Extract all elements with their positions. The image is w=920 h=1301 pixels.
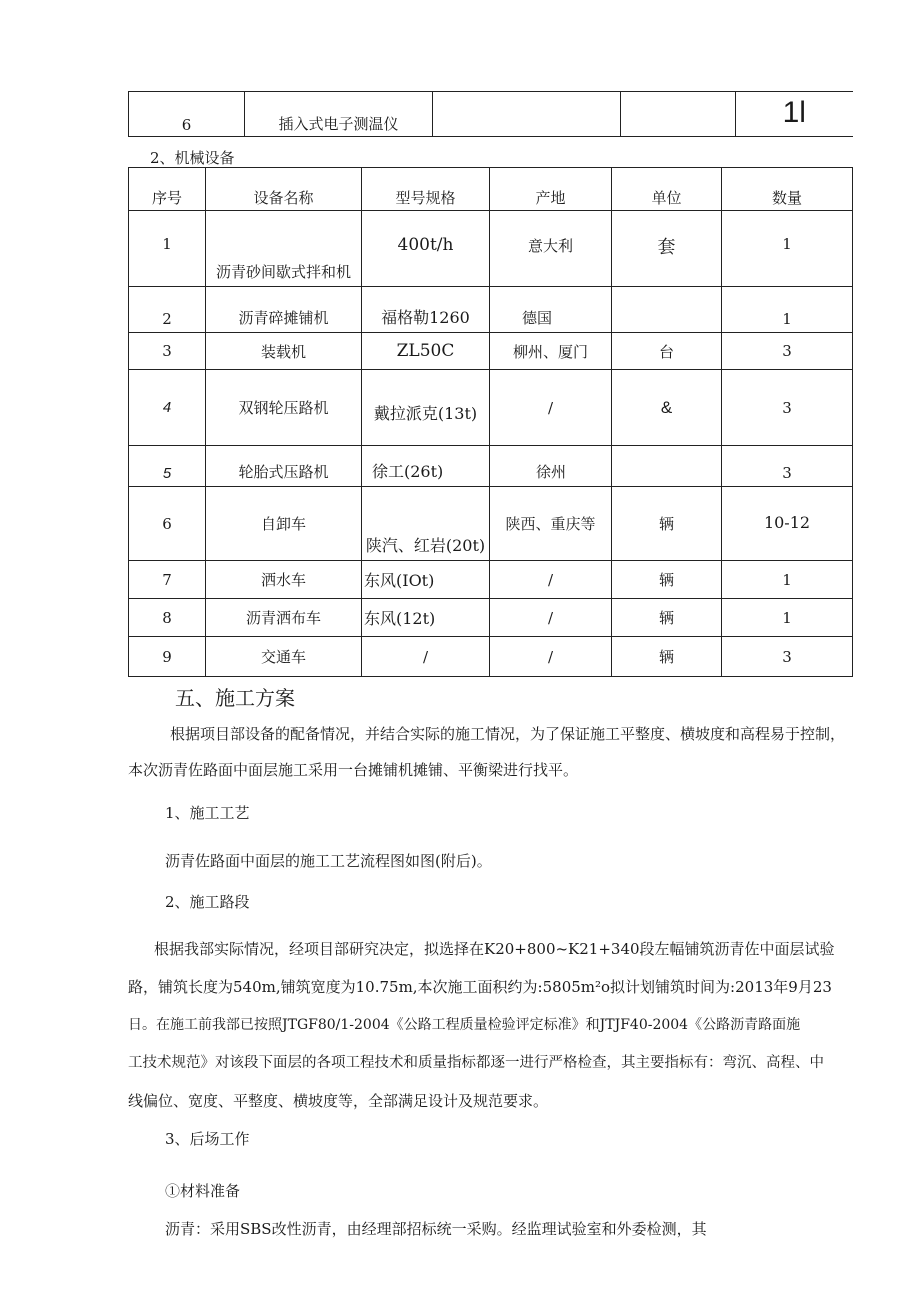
header-unit: 单位 bbox=[612, 168, 722, 211]
cell-unit: 辆 bbox=[612, 561, 722, 599]
cell-name: 洒水车 bbox=[206, 561, 362, 599]
cell-no: 4 bbox=[129, 370, 206, 446]
cell-name: 沥青碎摊铺机 bbox=[206, 287, 362, 333]
intro-line: 本次沥青佐路面中面层施工采用一台摊铺机摊铺、平衡梁进行找平。 bbox=[128, 761, 579, 779]
intro-line: 根据项目部设备的配备情况，并结合实际的施工情况，为了保证施工平整度、横坡度和高程易于控制， bbox=[170, 725, 846, 743]
table-row bbox=[129, 287, 853, 333]
cell-name: 自卸车 bbox=[206, 487, 362, 561]
cell-model: ZL50C bbox=[362, 333, 490, 370]
table-row bbox=[129, 211, 853, 287]
sub1-text: 沥青佐路面中面层的施工工艺流程图如图(附后)。 bbox=[165, 852, 492, 870]
sub2-line: 日。在施工前我部已按照JTGF80/1-2004《公路工程质量检验评定标准》和JTJF40-2004《公路沥青路面施 bbox=[128, 1017, 801, 1033]
equipment-table bbox=[128, 167, 853, 677]
top-table bbox=[128, 91, 853, 137]
cell-origin: / bbox=[490, 599, 612, 637]
intro-paragraph bbox=[128, 716, 858, 788]
top-cell-no: 6 bbox=[129, 92, 245, 137]
sub2-title: 2、施工路段 bbox=[165, 893, 250, 911]
table-row bbox=[129, 487, 853, 561]
top-cell-origin bbox=[621, 92, 736, 137]
cell-name: 沥青砂间歇式拌和机 bbox=[206, 211, 362, 287]
cell-model: 东风(IOt) bbox=[362, 561, 490, 599]
cell-no: 1 bbox=[129, 211, 206, 287]
cell-origin: 徐州 bbox=[490, 446, 612, 487]
cell-qty: 3 bbox=[722, 333, 853, 370]
table-row bbox=[129, 561, 853, 599]
cell-model: 徐工(26t) bbox=[362, 446, 490, 487]
cell-qty: 1 bbox=[722, 561, 853, 599]
cell-unit: & bbox=[612, 370, 722, 446]
cell-origin: 陕西、重庆等 bbox=[490, 487, 612, 561]
cell-unit: 辆 bbox=[612, 637, 722, 677]
cell-no: 2 bbox=[129, 287, 206, 333]
cell-unit: 辆 bbox=[612, 487, 722, 561]
cell-name: 交通车 bbox=[206, 637, 362, 677]
cell-qty: 3 bbox=[722, 446, 853, 487]
top-cell-name: 插入式电子测温仪 bbox=[245, 92, 433, 137]
top-cell-model bbox=[433, 92, 621, 137]
cell-no: 9 bbox=[129, 637, 206, 677]
cell-name: 沥青洒布车 bbox=[206, 599, 362, 637]
top-cell-qty: 1l bbox=[736, 92, 853, 137]
cell-no: 8 bbox=[129, 599, 206, 637]
header-qty: 数量 bbox=[722, 168, 853, 211]
cell-qty: 3 bbox=[722, 637, 853, 677]
cell-model: 400t/h bbox=[362, 211, 490, 287]
header-model: 型号规格 bbox=[362, 168, 490, 211]
cell-no: 6 bbox=[129, 487, 206, 561]
cell-origin: 意大利 bbox=[490, 211, 612, 287]
cell-no: 7 bbox=[129, 561, 206, 599]
table-header-row bbox=[129, 168, 853, 211]
cell-name: 双钢轮压路机 bbox=[206, 370, 362, 446]
cell-unit: 台 bbox=[612, 333, 722, 370]
header-no: 序号 bbox=[129, 168, 206, 211]
table-row bbox=[129, 637, 853, 677]
cell-qty: 1 bbox=[722, 211, 853, 287]
header-name: 设备名称 bbox=[206, 168, 362, 211]
cell-name: 轮胎式压路机 bbox=[206, 446, 362, 487]
cell-no: 5 bbox=[129, 446, 206, 487]
sub2-line: 路，铺筑长度为540m,铺筑宽度为10.75m,本次施工面积约为:5805m²o拟计划铺筑时间为:2013年9月23 bbox=[128, 978, 832, 996]
top-table-row bbox=[129, 92, 853, 137]
cell-qty: 3 bbox=[722, 370, 853, 446]
table-row bbox=[129, 446, 853, 487]
cell-origin: / bbox=[490, 637, 612, 677]
sub2-line: 工技术规范》对该段下面层的各项工程技术和质量指标都逐一进行严格检查，其主要指标有：弯沉、高程、中 bbox=[128, 1055, 824, 1071]
cell-qty: 1 bbox=[722, 287, 853, 333]
cell-unit: 套 bbox=[612, 211, 722, 287]
cell-origin: 德国 bbox=[490, 287, 612, 333]
section5-title: 五、施工方案 bbox=[175, 686, 295, 710]
cell-model: 福格勒1260 bbox=[362, 287, 490, 333]
cell-unit: 辆 bbox=[612, 599, 722, 637]
cell-name: 装载机 bbox=[206, 333, 362, 370]
sub3-item: ①材料准备 bbox=[165, 1182, 241, 1200]
asphalt-text: 沥青：采用SBS改性沥青，由经理部招标统一采购。经监理试验室和外委检测，其 bbox=[165, 1220, 707, 1238]
sub2-line: 根据我部实际情况，经项目部研究决定，拟选择在K20+800~K21+340段左幅铺筑沥青佐中面层试验 bbox=[154, 940, 835, 958]
cell-no: 3 bbox=[129, 333, 206, 370]
sub3-title: 3、后场工作 bbox=[165, 1130, 250, 1148]
sub2-paragraph bbox=[128, 930, 858, 1120]
table-row bbox=[129, 599, 853, 637]
cell-origin: / bbox=[490, 561, 612, 599]
cell-model: 东风(12t) bbox=[362, 599, 490, 637]
cell-qty: 10-12 bbox=[722, 487, 853, 561]
sub2-line: 线偏位、宽度、平整度、横坡度等，全部满足设计及规范要求。 bbox=[128, 1092, 549, 1110]
cell-unit bbox=[612, 446, 722, 487]
cell-unit bbox=[612, 287, 722, 333]
sub1-title: 1、施工工艺 bbox=[165, 804, 250, 822]
cell-origin: 柳州、厦门 bbox=[490, 333, 612, 370]
section2-title: 2、机械设备 bbox=[150, 149, 235, 167]
table-row bbox=[129, 370, 853, 446]
cell-model: 陕汽、红岩(20t) bbox=[362, 487, 490, 561]
table-row bbox=[129, 333, 853, 370]
header-origin: 产地 bbox=[490, 168, 612, 211]
cell-origin: / bbox=[490, 370, 612, 446]
cell-model: 戴拉派克(13t) bbox=[362, 370, 490, 446]
cell-model: / bbox=[362, 637, 490, 677]
cell-qty: 1 bbox=[722, 599, 853, 637]
